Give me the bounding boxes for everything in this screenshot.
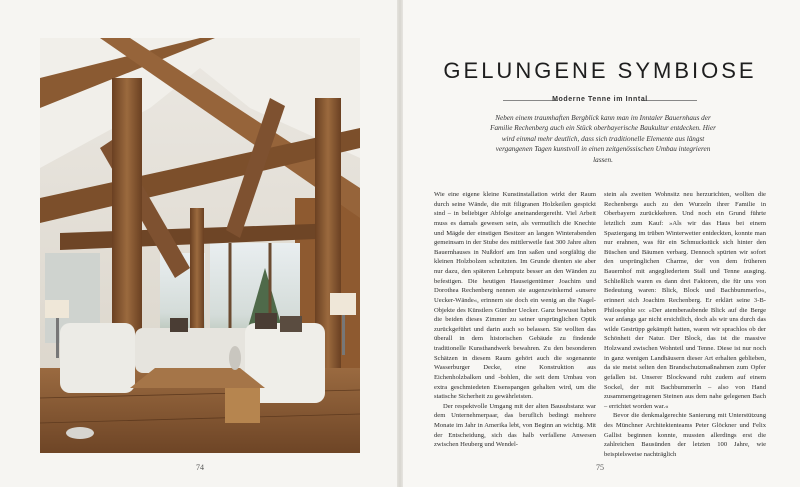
body-column-right (604, 190, 766, 460)
right-page-number: 75 (596, 463, 604, 472)
article-lead: Neben einem traumhaften Bergblick kann man im Inntaler Bauernhaus der Familie Rechenberg auch ein Stück oberbayerische Baukultur entdecken. Hier wird einmal mehr deutlich, dass sich traditionelle Elemente aus längst vergangenen Tagen kunstvoll in einen zeitgenössischen Umbau integrieren lassen. (490, 114, 716, 164)
interior-photo (40, 38, 360, 453)
article-title: GELUNGENE SYMBIOSE (443, 58, 757, 83)
article-subtitle: Moderne Tenne im Inntal (552, 96, 648, 103)
body-paragraph: Wie eine eigene kleine Kunstinstallation wirkt der Raum durch seine Wände, die mit filigranen Holzkeilen gespickt sind – in beliebiger Abfolge aneinandergereiht. Viel Arbeit muss es damals gewesen sein, als vermutlich die Knechte und Mägde der einstigen Besitzer an langen Winterabenden gemeinsam in der Stube des mittlerweile fast 300 Jahre alten Bauernhauses in Nußdorf am Inn saßen und sorgfältig die kleinen Holzbolzen schnitzten. Im Grunde dienten sie aber nur dazu, den späteren Lehmputz besser an den Wänden zu befestigen. Die heutigen Hauseigentümer Joachim und Dorothea Rechenberg nennen sie augenzwinkernd »unsere Uecker-Wände«, erinnern sie doch ein wenig an die Nagel-Objekte des Künstlers Günther Uecker. Ganz bewusst haben die beiden dieses Zimmer zu seiner ursprünglichen Optik zurückgeführt und darin auch so belassen. Sie wollten das überall in dem historischen Gebäude zu findende traditionelle Kunsthandwerk bewahren. Zu den besonderen Schätzen in diesem Raum gehört auch die sogenannte Wasserburger Decke, eine Konstruktion aus Eichenholzbalken und -bohlen, die seit dem Umbau von extra geschmiedeten Eisenspangen gehalten wird, um die statische Sicherheit zu gewährleisten. (434, 191, 596, 401)
body-paragraph: stein als zweiten Wohnsitz neu herzurichten, wollten die Rechenbergs auch zu den Wurzeln ihrer Familie in Oberbayern zurückkehren. Und noch ein Grund führte letztlich zum Kauf: »Als wir das Haus bei einem Spaziergang im trüben Winterwetter entdeckten, konnte man nur erahnen, was für ein Schmuckstück sich hinter den Büschen und Bäumen verbarg. Dennoch spürten wir sofort den ursprünglichen Charme, der von dem früheren Bauernhof mit angegliedertem Stall und Tenne ausging. Schließlich waren es dann drei Faktoren, die für uns von Bedeutung waren: Blick, Block und Bachbummerlo«, erinnert sich Joachim Rechenberg. Er erklärt seine 3-B-Philosophie so: »Der atemberaubende Blick auf die Berge war anfangs gar nicht ersichtlich, doch als wir uns durch das wilde Gestrüpp gekämpft hatten, waren wir sprachlos ob der Schönheit der Natur. Der Block, das ist die massive Holzwand zwischen Wohnteil und Tenne. Diese ist nur noch in ganz wenigen Landhäusern dieser Art erhalten geblieben, da sie meist selten den Brandschutzmaßnahmen zum Opfer gefallen ist. Unserer Blockwand ruht zudem auf einem Sockel, der mit Bachbummerln – also von Hand zusammengetragenen Steinen aus dem nahe gelegenen Bach – errichtet worden war.« (604, 191, 766, 410)
timber-loft-illustration (40, 38, 360, 453)
body-paragraph: Der respektvolle Umgang mit der alten Bausubstanz war dem Unternehmerpaar, das beruflich bedingt mehrere Monate im Jahr in Amerika lebt, von Beginn an wichtig. Mit der Entscheidung, sich das halb verfallene Anwesen zwischen Heuberg und Wendel- (434, 402, 596, 449)
book-gutter (397, 0, 403, 487)
body-paragraph: Bevor die denkmalgerechte Sanierung mit Unterstützung des Münchner Architektenteams Peter Glöckner und Felix Gallist beginnen konnte, mussten allerdings erst die zahlreichen Bausünden der letzten 100 Jahre, wie beispielsweise nachträglich (604, 412, 766, 458)
left-page-number: 74 (196, 463, 204, 472)
body-column-left (434, 190, 596, 450)
